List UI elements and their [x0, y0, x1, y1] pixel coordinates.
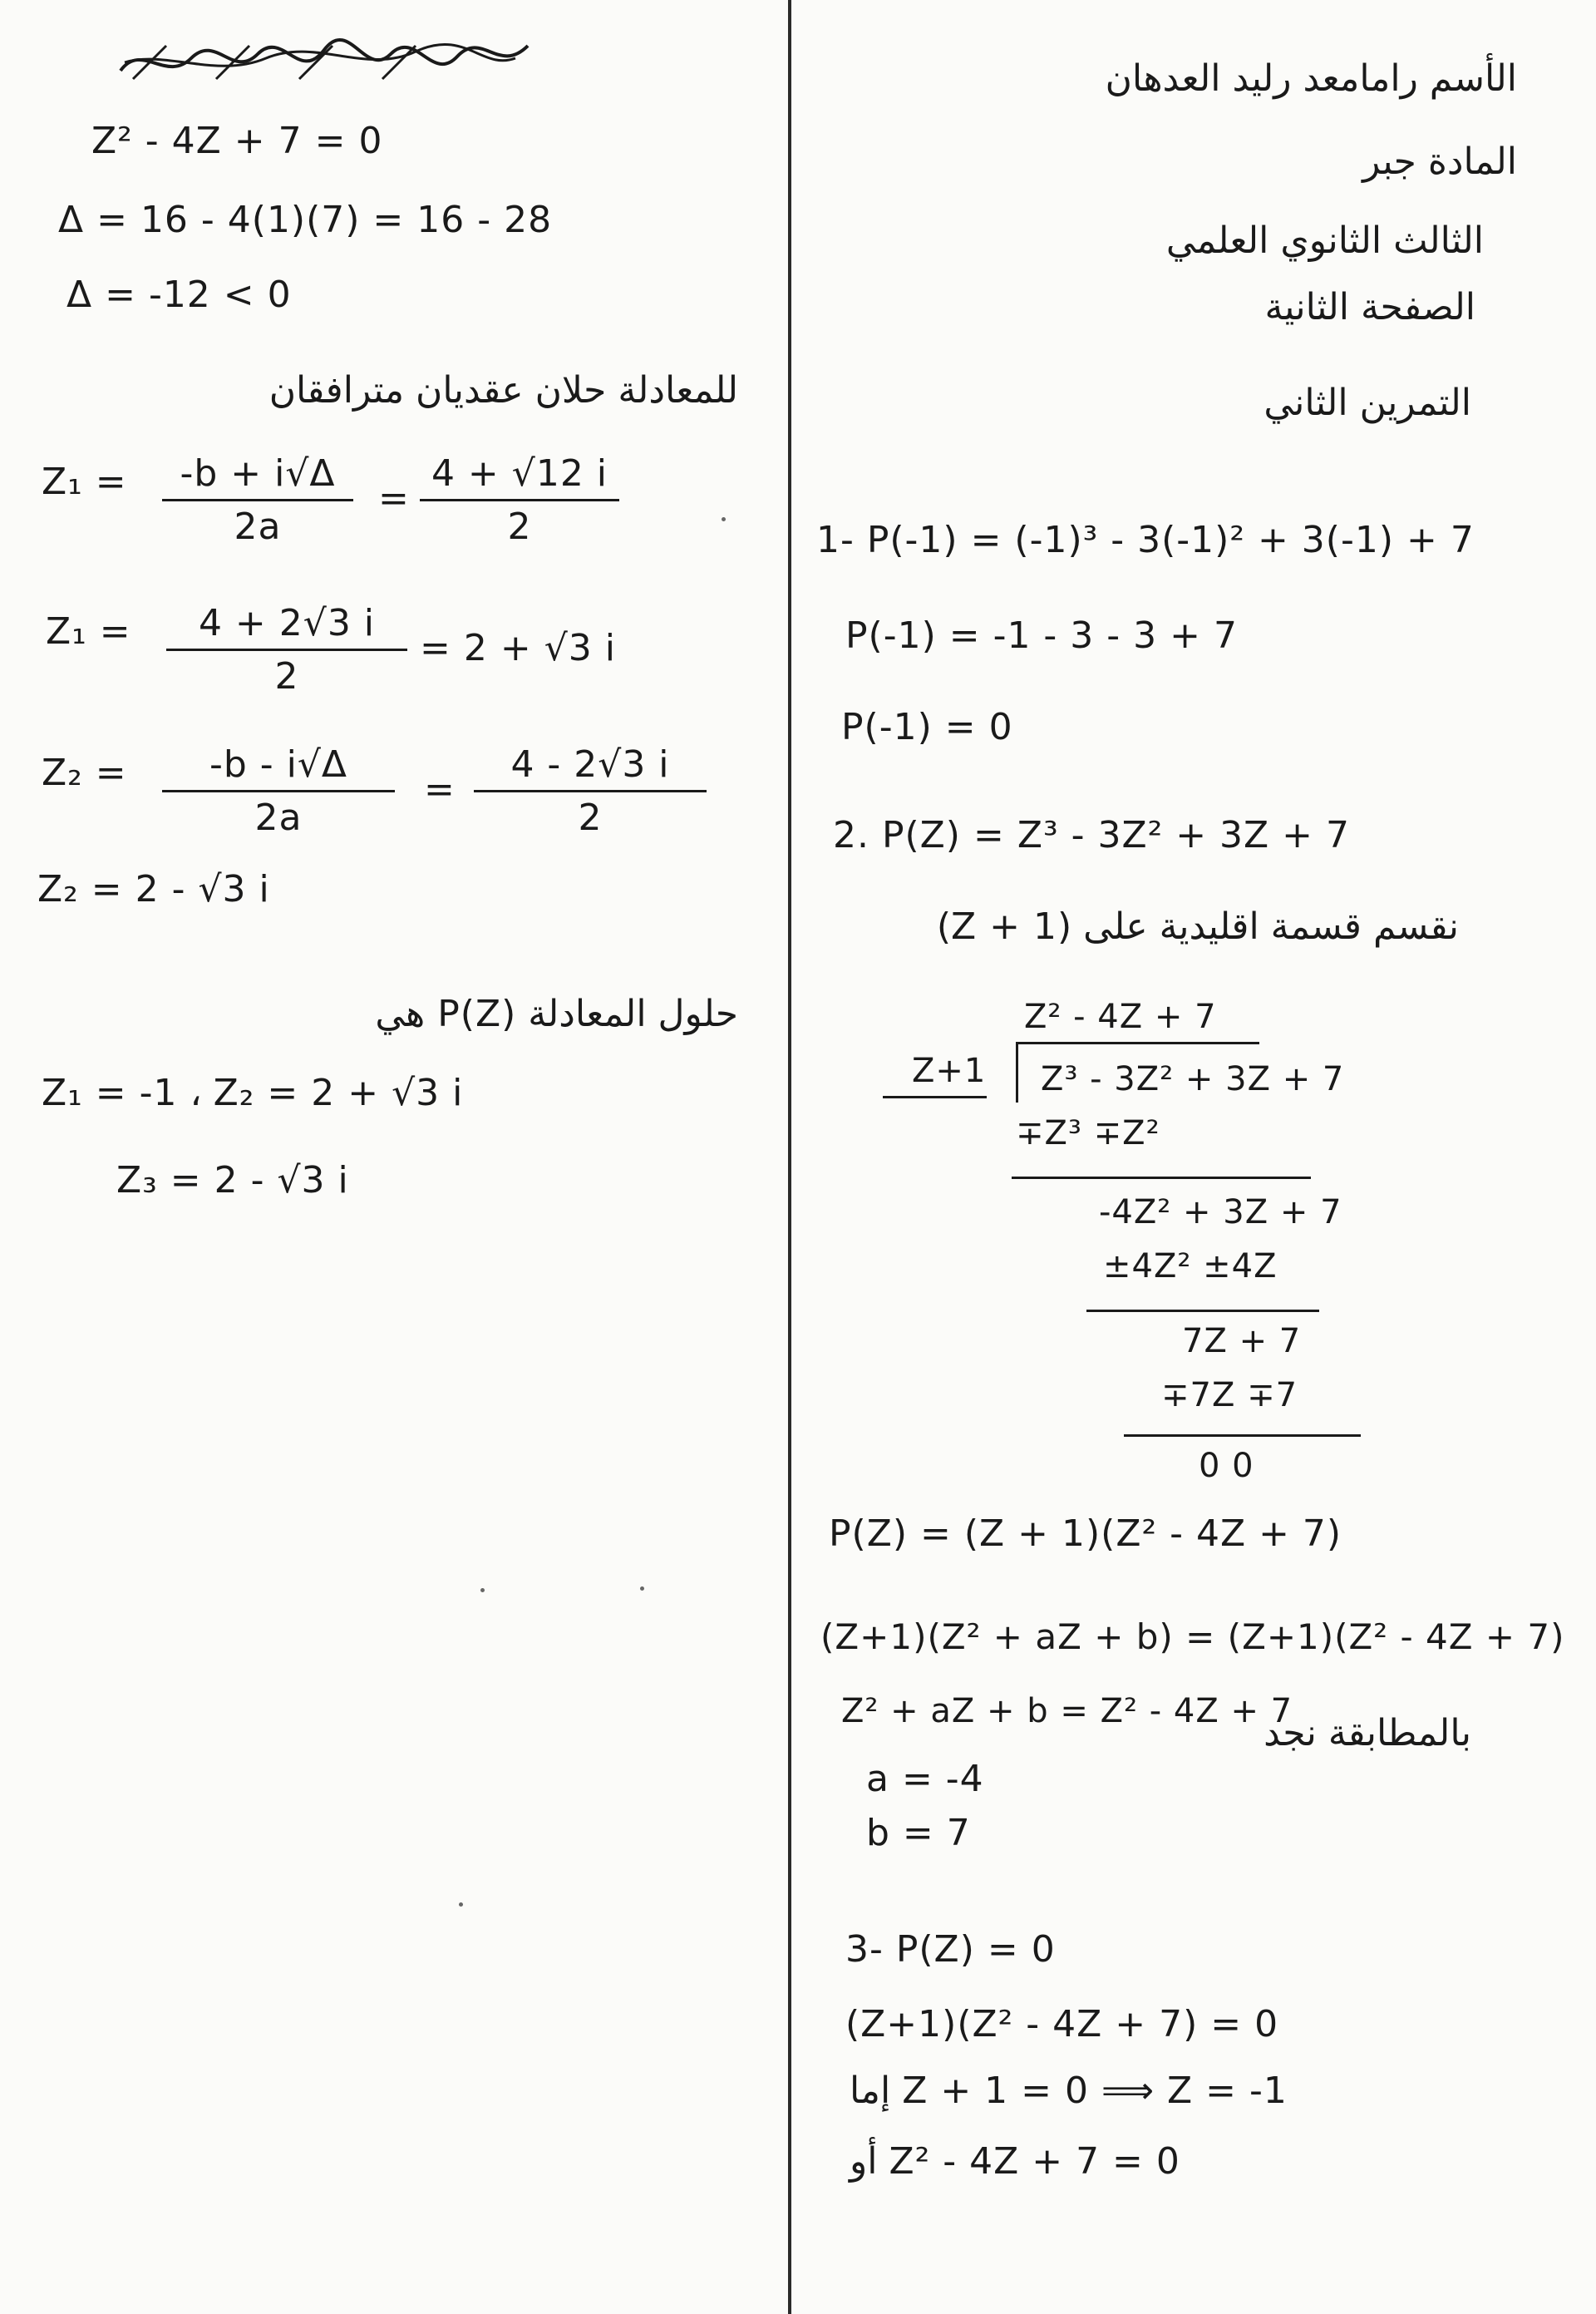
z2-result: Z₂ = 2 - √3 i — [37, 868, 270, 910]
crossed-out-scribble — [116, 33, 532, 91]
stray-mark — [722, 517, 726, 521]
q3-line-4: أو Z² - 4Z + 7 = 0 — [850, 2140, 1180, 2183]
z1-simplified-fraction — [166, 603, 407, 698]
z1-label: Z₁ = — [42, 461, 127, 503]
division-subtract-1: ∓Z³ ∓Z² — [1016, 1114, 1160, 1152]
q1-line-2: P(-1) = -1 - 3 - 3 + 7 — [845, 614, 1238, 657]
page-number: الصفحة الثانية — [1264, 286, 1475, 328]
division-rule-1 — [1012, 1177, 1311, 1179]
q3-line-2: (Z+1)(Z² - 4Z + 7) = 0 — [845, 2003, 1279, 2045]
discriminant-result: Δ = -12 < 0 — [66, 274, 292, 316]
identity-line-2: Z² + aZ + b = Z² - 4Z + 7 — [841, 1692, 1293, 1730]
division-subtract-3: ∓7Z ∓7 — [1161, 1376, 1298, 1414]
division-final-remainder: 0 0 — [1199, 1447, 1254, 1485]
grade: الثالث الثانوي العلمي — [1165, 220, 1484, 262]
solutions-note: حلول المعادلة P(Z) هي — [375, 993, 738, 1035]
division-subtract-2: ±4Z² ±4Z — [1103, 1247, 1278, 1285]
z2-numerator-2: 4 - 2√3 i — [474, 744, 707, 792]
z1-denominator: 2a — [234, 505, 282, 548]
division-divisor: Z+1 — [912, 1052, 987, 1090]
z1-numerator: -b + i√Δ — [162, 453, 353, 501]
identity-note: بالمطابقة نجد — [1264, 1712, 1471, 1754]
division-remainder-2: 7Z + 7 — [1182, 1322, 1302, 1360]
z2-label: Z₂ = — [42, 752, 127, 794]
division-remainder-1: -4Z² + 3Z + 7 — [1099, 1193, 1342, 1231]
q3-line-1: 3- P(Z) = 0 — [845, 1928, 1056, 1971]
division-rule-3 — [1124, 1434, 1361, 1437]
subject: المادة جبر — [1362, 141, 1517, 183]
z1-result: = 2 + √3 i — [420, 627, 616, 669]
z1-simplified-denominator: 2 — [274, 654, 299, 698]
right-column — [791, 0, 1596, 2314]
z1-denominator-2: 2 — [507, 505, 532, 548]
solutions-line-2: Z₃ = 2 - √3 i — [116, 1159, 349, 1201]
quadratic-equation: Z² - 4Z + 7 = 0 — [91, 120, 383, 162]
q2-line-1: 2. P(Z) = Z³ - 3Z² + 3Z + 7 — [833, 814, 1351, 856]
z2-fraction — [162, 744, 395, 839]
q3-line-3: إما Z + 1 = 0 ⟹ Z = -1 — [850, 2070, 1288, 2112]
stray-mark — [480, 1588, 485, 1592]
equals-sign: = — [378, 477, 410, 520]
z2-denominator: 2a — [254, 796, 303, 839]
a-value: a = -4 — [866, 1758, 984, 1800]
division-dividend: Z³ - 3Z² + 3Z + 7 — [1041, 1060, 1345, 1098]
z2-fraction-2 — [474, 744, 707, 839]
division-quotient: Z² - 4Z + 7 — [1024, 998, 1217, 1036]
division-rule-2 — [1086, 1310, 1319, 1312]
z1-numerator-2: 4 + √12 i — [420, 453, 619, 501]
stray-mark — [640, 1586, 644, 1591]
q1-line-3: P(-1) = 0 — [841, 706, 1013, 748]
q1-line-1: 1- P(-1) = (-1)³ - 3(-1)² + 3(-1) + 7 — [816, 519, 1475, 561]
identity-line-1: (Z+1)(Z² + aZ + b) = (Z+1)(Z² - 4Z + 7) — [820, 1616, 1565, 1657]
z1-simplified-numerator: 4 + 2√3 i — [166, 603, 407, 651]
stray-mark — [459, 1902, 463, 1907]
left-column — [0, 0, 788, 2314]
z1-fraction-2 — [420, 453, 619, 548]
equals-sign-2: = — [424, 768, 456, 811]
divisor-underline — [883, 1096, 987, 1098]
z1-fraction — [162, 453, 353, 548]
factorization: P(Z) = (Z + 1)(Z² - 4Z + 7) — [829, 1512, 1342, 1555]
z2-denominator-2: 2 — [578, 796, 603, 839]
solutions-line-1: Z₁ = -1 ، Z₂ = 2 + √3 i — [42, 1072, 464, 1114]
roots-note: للمعادلة حلان عقديان مترافقان — [268, 369, 738, 412]
student-name: الأسم رامامعد رليد العدهان — [1105, 57, 1517, 100]
b-value: b = 7 — [866, 1812, 971, 1854]
z1-simplified-label: Z₁ = — [46, 610, 131, 653]
discriminant-calc: Δ = 16 - 4(1)(7) = 16 - 28 — [58, 199, 553, 241]
q2-note: نقسم قسمة اقليدية على (Z + 1) — [936, 905, 1459, 948]
z2-numerator: -b - i√Δ — [162, 744, 395, 792]
exercise-title: التمرين الثاني — [1264, 382, 1471, 424]
